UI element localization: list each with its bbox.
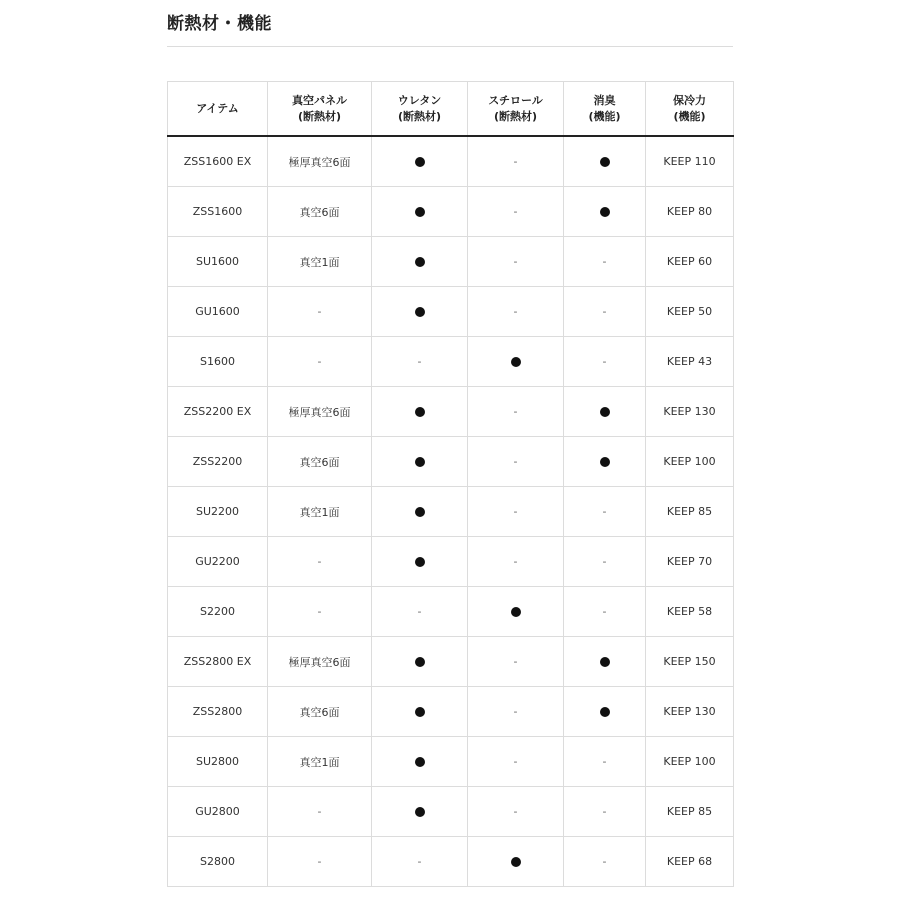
filled-dot-icon [415, 307, 425, 317]
cell-vacuum-panel [268, 187, 372, 237]
header-vacuum-panel-sub: (断熱材) [297, 109, 342, 123]
cell-deodorant [564, 437, 646, 487]
cell-cold-retention [646, 737, 734, 787]
cell-text: 真空1面 [299, 505, 340, 519]
dash-text: - [513, 205, 518, 218]
cell-item-name [168, 687, 268, 737]
cell-item-name [168, 837, 268, 887]
table-row [168, 136, 734, 187]
dash-text: - [317, 805, 322, 818]
table-row [168, 487, 734, 537]
cell-text: GU2200 [195, 555, 240, 568]
cell-text: KEEP 130 [663, 405, 716, 418]
cell-styrofoam [468, 687, 564, 737]
cell-cold-retention [646, 487, 734, 537]
cell-urethane [372, 287, 468, 337]
header-item [168, 82, 268, 137]
table-header-row [168, 82, 734, 137]
cell-text: S2200 [200, 605, 235, 618]
cell-text: KEEP 60 [666, 255, 713, 268]
dash-text: - [602, 305, 607, 318]
cell-item-name [168, 537, 268, 587]
cell-item-name [168, 136, 268, 187]
dash-text: - [417, 605, 422, 618]
cell-cold-retention [646, 837, 734, 887]
cell-vacuum-panel [268, 587, 372, 637]
title-divider [167, 46, 733, 47]
cell-text: 真空6面 [299, 455, 340, 469]
dash-text: - [513, 455, 518, 468]
cell-cold-retention [646, 437, 734, 487]
cell-deodorant [564, 687, 646, 737]
dash-text: - [317, 355, 322, 368]
cell-text: S1600 [200, 355, 235, 368]
cell-cold-retention [646, 587, 734, 637]
dash-text: - [602, 255, 607, 268]
table-row [168, 337, 734, 387]
dash-text: - [513, 755, 518, 768]
cell-deodorant [564, 487, 646, 537]
table-row [168, 787, 734, 837]
header-item-label: アイテム [196, 101, 239, 115]
header-urethane-sub: (断熱材) [397, 109, 442, 123]
dash-text: - [317, 305, 322, 318]
cell-text: 極厚真空6面 [288, 655, 351, 669]
header-vacuum-panel [268, 82, 372, 137]
filled-dot-icon [415, 657, 425, 667]
cell-vacuum-panel [268, 537, 372, 587]
cell-text: KEEP 85 [666, 805, 713, 818]
cell-styrofoam [468, 637, 564, 687]
filled-dot-icon [511, 607, 521, 617]
header-deodorant [564, 82, 646, 137]
cell-text: KEEP 70 [666, 555, 713, 568]
cell-deodorant [564, 737, 646, 787]
cell-deodorant [564, 187, 646, 237]
cell-item-name [168, 387, 268, 437]
cell-vacuum-panel [268, 387, 372, 437]
cell-urethane [372, 737, 468, 787]
cell-urethane [372, 587, 468, 637]
cell-styrofoam [468, 237, 564, 287]
cell-item-name [168, 587, 268, 637]
cell-urethane [372, 687, 468, 737]
cell-item-name [168, 487, 268, 537]
cell-styrofoam [468, 136, 564, 187]
header-cold-retention [646, 82, 734, 137]
cell-text: KEEP 43 [666, 355, 713, 368]
table-row [168, 637, 734, 687]
cell-text: 極厚真空6面 [288, 155, 351, 169]
cell-cold-retention [646, 387, 734, 437]
cell-urethane [372, 237, 468, 287]
dash-text: - [602, 805, 607, 818]
filled-dot-icon [415, 757, 425, 767]
cell-item-name [168, 437, 268, 487]
cell-urethane [372, 387, 468, 437]
cell-text: ZSS1600 EX [183, 155, 252, 168]
cell-text: ZSS2200 EX [183, 405, 252, 418]
cell-text: 極厚真空6面 [288, 405, 351, 419]
filled-dot-icon [600, 207, 610, 217]
cell-text: ZSS1600 [192, 205, 243, 218]
spec-table [167, 81, 734, 887]
dash-text: - [602, 555, 607, 568]
dash-text: - [602, 605, 607, 618]
cell-text: KEEP 50 [666, 305, 713, 318]
cell-cold-retention [646, 187, 734, 237]
dash-text: - [513, 255, 518, 268]
cell-deodorant [564, 837, 646, 887]
cell-deodorant [564, 387, 646, 437]
header-urethane-label: ウレタン [397, 93, 442, 107]
cell-text: S2800 [200, 855, 235, 868]
cell-vacuum-panel [268, 337, 372, 387]
filled-dot-icon [600, 407, 610, 417]
dash-text: - [417, 855, 422, 868]
header-deodorant-sub: (機能) [588, 109, 621, 123]
cell-deodorant [564, 637, 646, 687]
filled-dot-icon [511, 857, 521, 867]
table-row [168, 537, 734, 587]
filled-dot-icon [415, 507, 425, 517]
cell-vacuum-panel [268, 487, 372, 537]
filled-dot-icon [600, 707, 610, 717]
cell-styrofoam [468, 187, 564, 237]
section-title: 断熱材・機能 [167, 14, 272, 34]
cell-text: KEEP 80 [666, 205, 713, 218]
header-urethane [372, 82, 468, 137]
cell-deodorant [564, 337, 646, 387]
header-cold-retention-label: 保冷力 [673, 93, 706, 107]
table-row [168, 187, 734, 237]
cell-vacuum-panel [268, 687, 372, 737]
table-row [168, 737, 734, 787]
header-styrofoam-label: スチロール [488, 93, 543, 107]
filled-dot-icon [415, 557, 425, 567]
cell-deodorant [564, 287, 646, 337]
cell-cold-retention [646, 687, 734, 737]
cell-urethane [372, 136, 468, 187]
dash-text: - [513, 805, 518, 818]
header-styrofoam [468, 82, 564, 137]
filled-dot-icon [415, 807, 425, 817]
filled-dot-icon [415, 207, 425, 217]
cell-vacuum-panel [268, 287, 372, 337]
cell-item-name [168, 287, 268, 337]
cell-item-name [168, 637, 268, 687]
cell-vacuum-panel [268, 837, 372, 887]
cell-styrofoam [468, 337, 564, 387]
cell-text: 真空6面 [299, 205, 340, 219]
cell-text: 真空1面 [299, 255, 340, 269]
cell-text: KEEP 100 [663, 455, 716, 468]
cell-styrofoam [468, 787, 564, 837]
cell-urethane [372, 787, 468, 837]
dash-text: - [317, 555, 322, 568]
header-styrofoam-sub: (断熱材) [493, 109, 538, 123]
cell-urethane [372, 537, 468, 587]
dash-text: - [602, 855, 607, 868]
cell-text: 真空6面 [299, 705, 340, 719]
table-row [168, 387, 734, 437]
cell-vacuum-panel [268, 437, 372, 487]
cell-vacuum-panel [268, 787, 372, 837]
cell-vacuum-panel [268, 237, 372, 287]
cell-text: KEEP 68 [666, 855, 713, 868]
filled-dot-icon [600, 457, 610, 467]
cell-item-name [168, 187, 268, 237]
cell-styrofoam [468, 487, 564, 537]
cell-styrofoam [468, 737, 564, 787]
table-row [168, 837, 734, 887]
cell-text: ZSS2200 [192, 455, 243, 468]
table-row [168, 287, 734, 337]
filled-dot-icon [415, 257, 425, 267]
dash-text: - [602, 505, 607, 518]
header-cold-retention-sub: (機能) [673, 109, 706, 123]
cell-cold-retention [646, 787, 734, 837]
cell-deodorant [564, 587, 646, 637]
cell-styrofoam [468, 387, 564, 437]
dash-text: - [602, 355, 607, 368]
cell-text: KEEP 100 [663, 755, 716, 768]
cell-cold-retention [646, 637, 734, 687]
cell-urethane [372, 187, 468, 237]
cell-cold-retention [646, 237, 734, 287]
cell-urethane [372, 637, 468, 687]
table-row [168, 437, 734, 487]
header-deodorant-label: 消臭 [593, 93, 616, 107]
cell-item-name [168, 237, 268, 287]
cell-vacuum-panel [268, 637, 372, 687]
table-body [168, 136, 734, 887]
filled-dot-icon [415, 407, 425, 417]
cell-deodorant [564, 237, 646, 287]
cell-urethane [372, 337, 468, 387]
filled-dot-icon [415, 707, 425, 717]
dash-text: - [317, 605, 322, 618]
dash-text: - [513, 305, 518, 318]
cell-styrofoam [468, 537, 564, 587]
cell-text: KEEP 130 [663, 705, 716, 718]
dash-text: - [513, 555, 518, 568]
cell-urethane [372, 487, 468, 537]
cell-text: SU2200 [195, 505, 240, 518]
cell-styrofoam [468, 837, 564, 887]
cell-text: KEEP 85 [666, 505, 713, 518]
dash-text: - [513, 405, 518, 418]
cell-styrofoam [468, 287, 564, 337]
cell-text: ZSS2800 EX [183, 655, 252, 668]
cell-cold-retention [646, 136, 734, 187]
cell-text: KEEP 58 [666, 605, 713, 618]
filled-dot-icon [511, 357, 521, 367]
cell-vacuum-panel [268, 136, 372, 187]
dash-text: - [417, 355, 422, 368]
cell-styrofoam [468, 587, 564, 637]
cell-vacuum-panel [268, 737, 372, 787]
table-row [168, 687, 734, 737]
cell-item-name [168, 337, 268, 387]
dash-text: - [602, 755, 607, 768]
cell-item-name [168, 737, 268, 787]
cell-text: KEEP 150 [663, 655, 716, 668]
cell-text: KEEP 110 [663, 155, 716, 168]
cell-cold-retention [646, 337, 734, 387]
cell-cold-retention [646, 537, 734, 587]
filled-dot-icon [415, 457, 425, 467]
cell-deodorant [564, 136, 646, 187]
cell-deodorant [564, 787, 646, 837]
dash-text: - [513, 655, 518, 668]
dash-text: - [317, 855, 322, 868]
table-row [168, 237, 734, 287]
dash-text: - [513, 155, 518, 168]
cell-styrofoam [468, 437, 564, 487]
cell-text: 真空1面 [299, 755, 340, 769]
cell-text: SU1600 [195, 255, 240, 268]
filled-dot-icon [600, 157, 610, 167]
cell-text: SU2800 [195, 755, 240, 768]
table-row [168, 587, 734, 637]
cell-text: ZSS2800 [192, 705, 243, 718]
filled-dot-icon [415, 157, 425, 167]
cell-text: GU1600 [195, 305, 240, 318]
cell-text: GU2800 [195, 805, 240, 818]
cell-cold-retention [646, 287, 734, 337]
cell-urethane [372, 837, 468, 887]
dash-text: - [513, 505, 518, 518]
cell-deodorant [564, 537, 646, 587]
filled-dot-icon [600, 657, 610, 667]
header-vacuum-panel-label: 真空パネル [292, 93, 347, 107]
cell-item-name [168, 787, 268, 837]
dash-text: - [513, 705, 518, 718]
cell-urethane [372, 437, 468, 487]
